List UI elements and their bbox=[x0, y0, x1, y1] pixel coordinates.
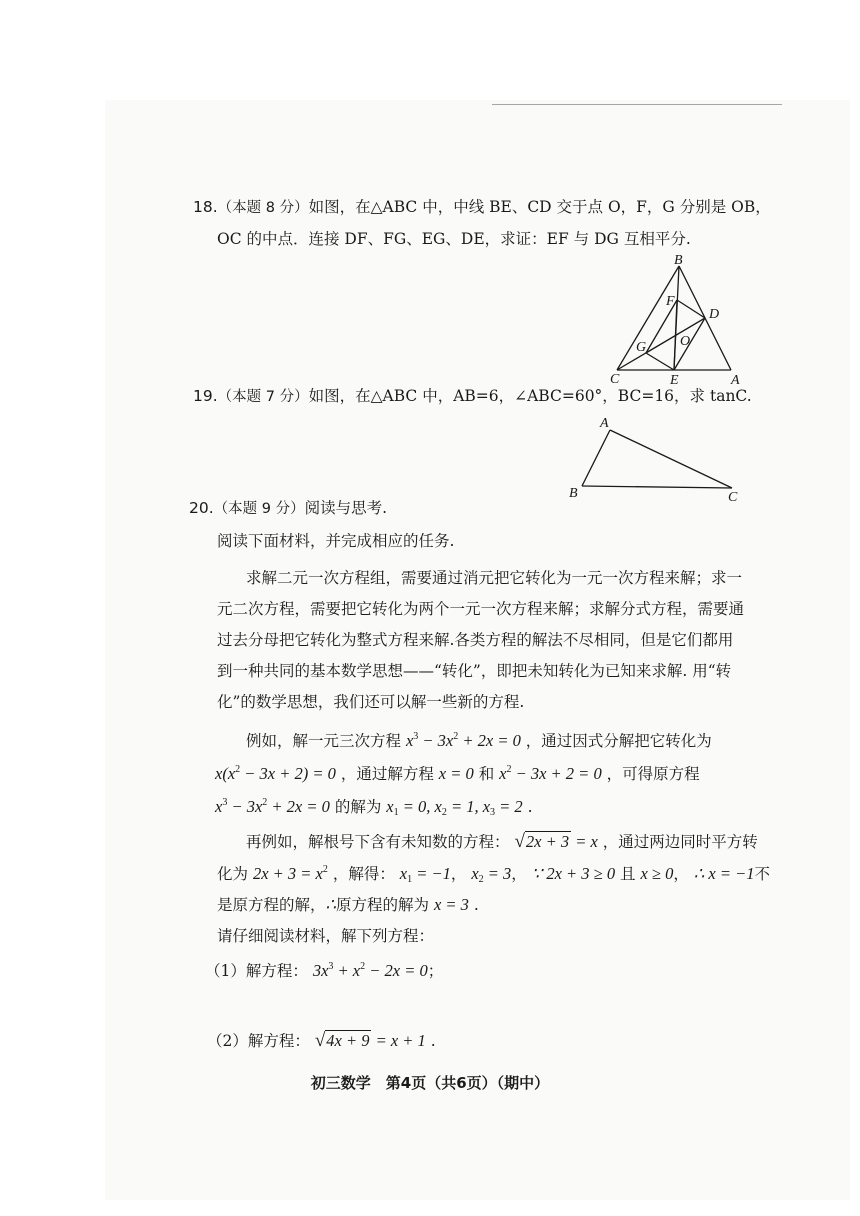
equation-2: √4x + 9 = x + 1 bbox=[314, 1030, 426, 1051]
q18-triangle-figure bbox=[600, 250, 750, 390]
q19-label-A: A bbox=[600, 416, 609, 431]
q20-header bbox=[189, 497, 387, 520]
q18-label-B: B bbox=[674, 253, 683, 268]
q20-example1-line3: $x^3 - 3x^2 + 2x = 0$ 的解为 $x_1 = 0$, $x_2 = 1$, $x_3 = 2$ . bbox=[215, 797, 533, 818]
q19-line1 bbox=[193, 385, 752, 408]
q18-label-C: C bbox=[610, 372, 620, 387]
q20-intro: 阅读下面材料，并完成相应的任务. bbox=[217, 532, 455, 550]
radical-equation: √2x + 3 = x bbox=[514, 831, 598, 852]
q19-label-C: C bbox=[728, 490, 738, 504]
q18-line2: OC 的中点．连接 DF、FG、EG、DE，求证：EF 与 DG 互相平分. bbox=[217, 230, 691, 248]
q20-subquestion-1: （1）解方程： $3x^3 + x^2 - 2x = 0$； bbox=[205, 961, 444, 980]
q18-text-1: 如图，在△ABC 中，中线 BE、CD 交于点 O，F，G 分别是 OB， bbox=[308, 198, 771, 216]
q20-points: （本题 9 分） bbox=[213, 501, 305, 517]
q20-example2-line3: 是原方程的解，∴原方程的解为 x = 3 . bbox=[217, 895, 479, 914]
q20-example1-line1: 例如，解一元三次方程 $x^3 - 3x^2 + 2x = 0$ ，通过因式分解把它转化为 bbox=[246, 731, 712, 750]
q19-label-B: B bbox=[569, 486, 578, 501]
q20-para1-line5: 化”的数学思想，我们还可以解一些新的方程. bbox=[217, 693, 525, 711]
q19-triangle-figure bbox=[565, 412, 750, 504]
q20-para1-line4: 到一种共同的基本数学思想——“转化”，即把未知转化为已知来求解. 用“转 bbox=[217, 662, 732, 680]
equation-1: $3x^3 + x^2 - 2x = 0$ bbox=[312, 961, 428, 980]
q19-points: （本题 7 分） bbox=[217, 389, 309, 405]
q20-para1-line2: 元二次方程，需要把它转化为两个一元一次方程来解；求解分式方程，需要通 bbox=[217, 600, 745, 618]
q20-subquestion-2: （2）解方程： √4x + 9 = x + 1 . bbox=[207, 1030, 436, 1051]
q19-number: 19. bbox=[193, 387, 218, 405]
q18-label-E: E bbox=[670, 373, 679, 388]
top-rule bbox=[492, 104, 782, 105]
q18-points: （本题 8 分） bbox=[217, 200, 309, 216]
q19-text-1: 如图，在△ABC 中，AB=6，∠ABC=60°，BC=16，求 tanC. bbox=[308, 387, 752, 405]
q18-number: 18. bbox=[193, 198, 218, 216]
q20-number: 20. bbox=[189, 499, 214, 517]
q18-label-G: G bbox=[636, 340, 647, 355]
q20-para1-line1: 求解二元一次方程组，需要通过消元把它转化为一元一次方程来解；求一 bbox=[246, 569, 743, 587]
q18-label-D: D bbox=[709, 307, 720, 322]
factored-equation: $x(x^2 - 3x + 2) = 0$ bbox=[215, 764, 336, 783]
cubic-solutions: $x_1 = 0$, $x_2 = 1$, $x_3 = 2$ bbox=[386, 797, 523, 818]
q20-example2-line2: 化为 $2x + 3 = x^2$ ，解得： $x_1 = -1$， $x_2 = 3$， ∵ 2x + 3 ≥ 0 且 x ≥ 0， ∴ x = −1不 bbox=[217, 864, 771, 885]
q20-para1-line3: 过去分母把它转化为整式方程来解.各类方程的解法不尽相同，但是它们都用 bbox=[217, 631, 734, 649]
q20-task: 请仔细阅读材料，解下列方程： bbox=[217, 927, 435, 945]
page-footer: 初三数学 第4页（共6页）（期中） bbox=[310, 1074, 550, 1092]
q18-label-O: O bbox=[680, 334, 691, 349]
q20-example1-line2: $x(x^2 - 3x + 2) = 0$ ，通过解方程 x = 0 和 $x^2 - 3x + 2 = 0$ ，可得原方程 bbox=[215, 764, 700, 783]
q18-line1 bbox=[193, 196, 771, 219]
q20-title: 阅读与思考. bbox=[304, 499, 388, 517]
cubic-equation: $x^3 - 3x^2 + 2x = 0$ bbox=[405, 731, 521, 750]
q20-example2-line1: 再例如，解根号下含有未知数的方程： √2x + 3 = x ，通过两边同时平方转 bbox=[246, 831, 758, 852]
q18-label-A: A bbox=[731, 373, 740, 388]
q18-label-F: F bbox=[666, 294, 675, 309]
